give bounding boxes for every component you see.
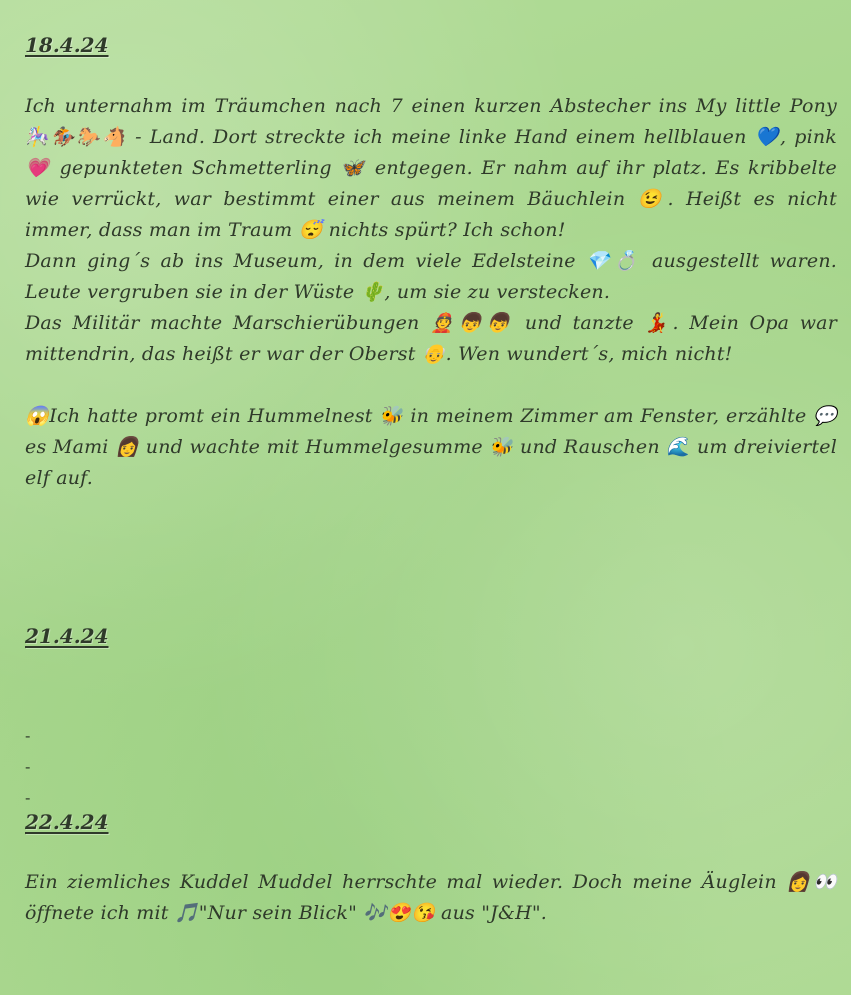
dash-line: - (25, 757, 31, 776)
paragraph: Ich unternahm im Träumchen nach 7 einen kurzen Abstecher ins My little Pony 🎠🏇🐎🐴 - Land. Dort streckte ich meine linke Hand einem hellblauen 💙, pink 💗 gepunkteten Schmetterling 🦋 entgegen. Er nahm auf ihr platz. Es kribbelte wie verrückt, war bestimmt einer aus meinem Bäuchlein 😉. Heißt es nicht immer, dass man im Traum 😴 nichts spürt? Ich schon! (25, 95, 837, 241)
entry-body (25, 91, 837, 494)
entry-date-heading: 18.4.24 (25, 33, 109, 57)
paragraph: Das Militär machte Marschierübungen 👲👦👦 und tanzte 💃. Mein Opa war mittendrin, das heißt er war der Oberst 👴. Wen wundert´s, mich nicht! (25, 312, 837, 365)
dash-line: - (25, 788, 31, 807)
paragraph: Ein ziemliches Kuddel Muddel herrschte mal wieder. Doch meine Äuglein 👩👀 öffnete ich mit 🎵"Nur sein Blick" 🎶😍😘 aus "J&H". (25, 871, 837, 924)
dash-line: - (25, 726, 31, 745)
paragraph: 😱Ich hatte promt ein Hummelnest 🐝 in meinem Zimmer am Fenster, erzählte 💬 es Mami 👩 und wachte mit Hummelgesumme 🐝 und Rauschen 🌊 um dreiviertel elf auf. (25, 405, 837, 489)
empty-paragraph (25, 370, 837, 401)
paragraph: Dann ging´s ab ins Museum, in dem viele Edelsteine 💎💍 ausgestellt waren. Leute vergruben sie in der Wüste 🌵, um sie zu verstecken. (25, 250, 837, 303)
entry-date-heading: 21.4.24 (25, 624, 109, 648)
entry-body (25, 867, 837, 929)
entry-date-heading: 22.4.24 (25, 810, 109, 834)
